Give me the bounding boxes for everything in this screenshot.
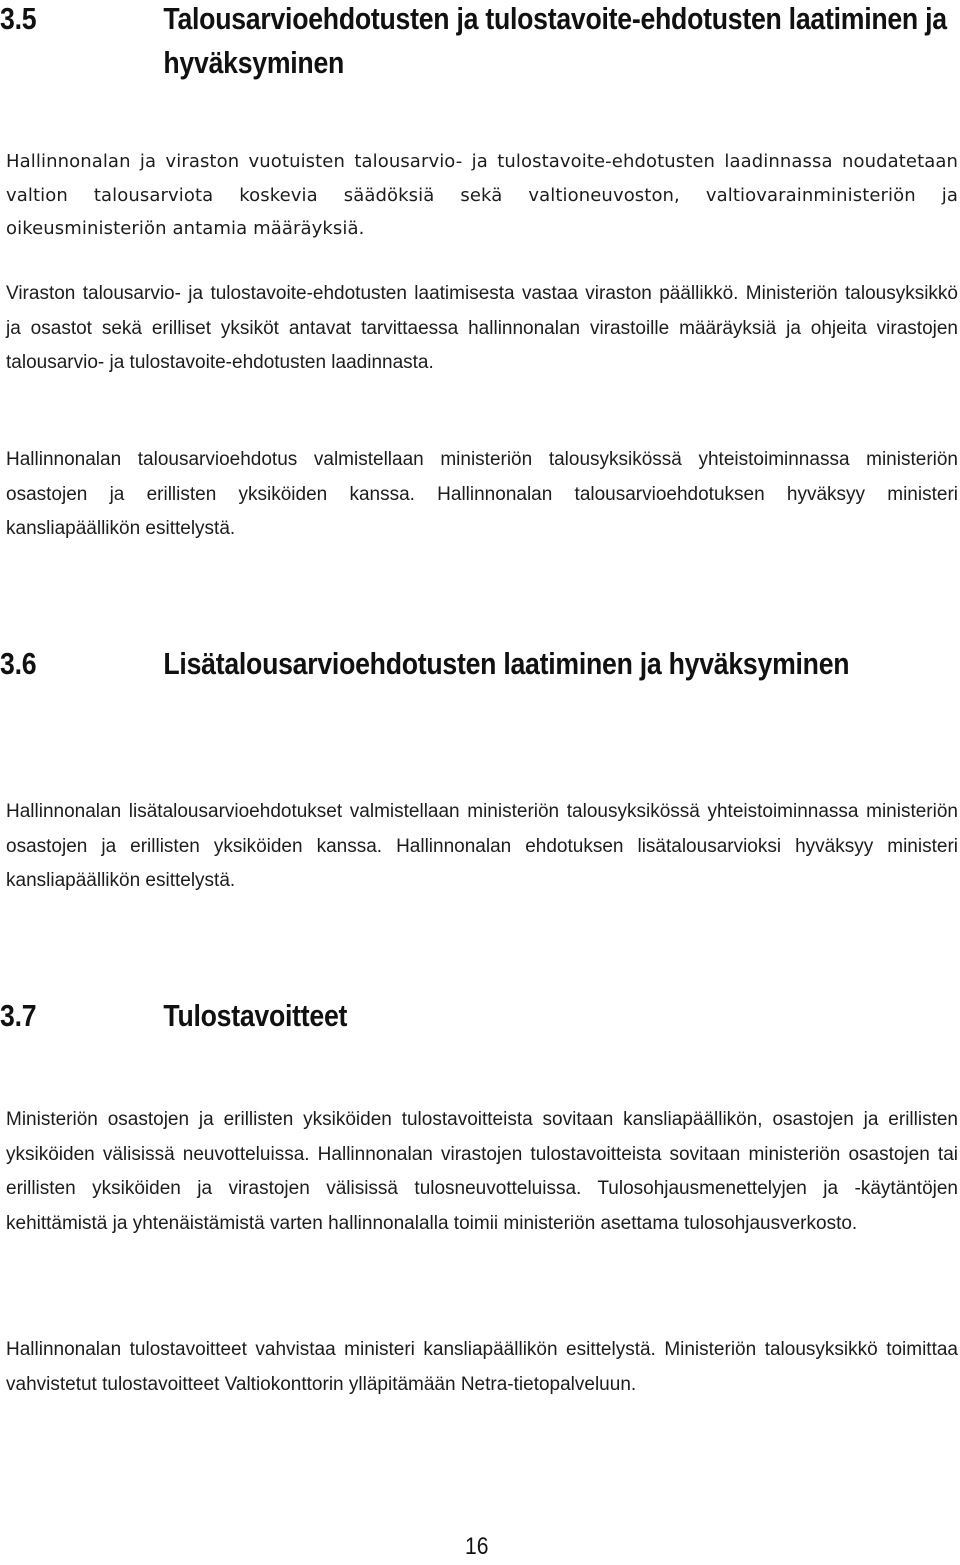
- section-title: Talousarvioehdotusten ja tulostavoite-ehdotusten laatiminen ja hyväksyminen: [163, 1, 947, 80]
- page-number: 16: [465, 1533, 489, 1560]
- section-number: 3.6: [0, 646, 37, 681]
- section-title: Tulostavoitteet: [163, 998, 348, 1033]
- section-number: 3.7: [0, 998, 37, 1033]
- paragraph: Hallinnonalan talousarvioehdotus valmistellaan ministeriön talousyksikössä yhteistoiminnassa ministeriön osastojen ja erillisten yksiköiden kanssa. Hallinnonalan talousarvioehdotuksen hyväksyy ministeri kansliapäällikön esittelystä.: [6, 449, 958, 539]
- paragraph: Ministeriön osastojen ja erillisten yksiköiden tulostavoitteista sovitaan kansliapäällikön, osastojen ja erillisten yksiköiden välisissä neuvotteluissa. Hallinnonalan virastojen tulostavoitteista sovitaan ministeriön osastojen tai erillisten yksiköiden ja virastojen välisissä tulosneuvotteluissa. Tulosohjausmenettelyjen ja -käytäntöjen kehittämistä ja yhtenäistämistä varten hallinnonalalla toimii ministeriön asettama tulosohjausverkosto.: [6, 1109, 958, 1234]
- paragraph: Hallinnonalan ja viraston vuotuisten talousarvio- ja tulostavoite-ehdotusten laadinnassa noudatetaan valtion talousarviota koskevia säädöksiä sekä valtioneuvoston, valtiovarainministeriön ja oikeusministeriön antamia määräyksiä.: [6, 151, 958, 239]
- section-title: Lisätalousarvioehdotusten laatiminen ja hyväksyminen: [163, 646, 850, 681]
- paragraph: Viraston talousarvio- ja tulostavoite-ehdotusten laatimisesta vastaa viraston päällikkö. Ministeriön talousyksikkö ja osastot sekä erilliset yksiköt antavat tarvittaessa hallinnonalan virastoille määräyksiä ja ohjeita virastojen talousarvio- ja tulostavoite-ehdotusten laadinnasta.: [6, 283, 958, 373]
- paragraph: Hallinnonalan tulostavoitteet vahvistaa ministeri kansliapäällikön esittelystä. Ministeriön talousyksikkö toimittaa vahvistetut tulostavoitteet Valtiokonttorin ylläpitämään Netra-tietopalveluun.: [6, 1339, 958, 1395]
- paragraph: Hallinnonalan lisätalousarvioehdotukset valmistellaan ministeriön talousyksikössä yhteistoiminnassa ministeriön osastojen ja erillisten yksiköiden kanssa. Hallinnonalan ehdotuksen lisätalousarvioksi hyväksyy ministeri kansliapäällikön esittelystä.: [6, 801, 958, 891]
- section-number: 3.5: [0, 1, 37, 36]
